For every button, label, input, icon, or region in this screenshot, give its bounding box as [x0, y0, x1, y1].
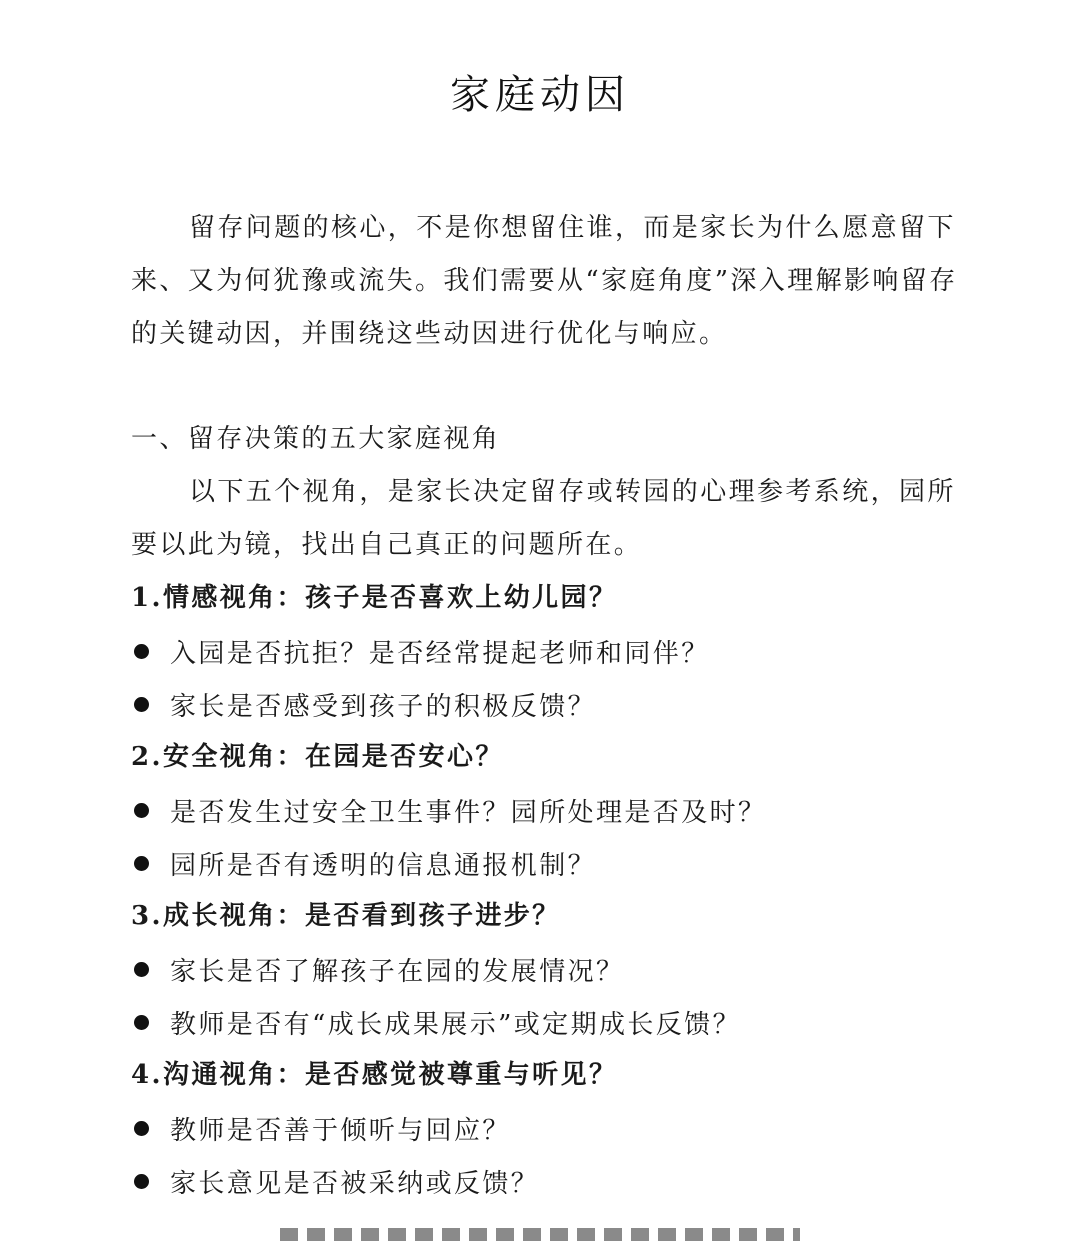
- list-item-text: 家长是否感受到孩子的积极反馈？: [170, 692, 597, 722]
- list-item-text: 家长意见是否被采纳或反馈？: [170, 1169, 540, 1199]
- cut-off-next-line: [280, 1228, 800, 1241]
- list-item-text: 教师是否善于倾听与回应？: [170, 1116, 511, 1146]
- section-heading: 一、留存决策的五大家庭视角: [131, 424, 501, 454]
- bullet-dot-icon: [134, 803, 149, 818]
- perspective-4: [131, 1049, 971, 1208]
- perspective-2: [131, 731, 971, 890]
- list-item: [131, 1102, 971, 1155]
- list-item: [131, 996, 971, 1049]
- bullet-dot-icon: [134, 1015, 149, 1030]
- list-item-text: 园所是否有透明的信息通报机制？: [170, 851, 597, 881]
- list-item: [131, 784, 971, 837]
- list-item-text: 家长是否了解孩子在园的发展情况？: [170, 957, 625, 987]
- perspective-heading: 3.成长视角：是否看到孩子进步？: [131, 901, 561, 931]
- section-perspectives: [131, 413, 971, 1208]
- list-item-text: 是否发生过安全卫生事件？园所处理是否及时？: [170, 798, 767, 828]
- intro-paragraph: 留存问题的核心，不是你想留住谁，而是家长为什么愿意留下来、又为何犹豫或流失。我们需要从“家庭角度”深入理解影响留存的关键动因，并围绕这些动因进行优化与响应。: [131, 213, 958, 349]
- perspective-3: [131, 890, 971, 1049]
- section-lead-paragraph: 以下五个视角，是家长决定留存或转园的心理参考系统，园所要以此为镜，找出自己真正的问题所在。: [131, 477, 956, 560]
- document-title: 家庭动因: [450, 72, 630, 118]
- list-item-text: 入园是否抗拒？是否经常提起老师和同伴？: [170, 639, 710, 669]
- bullet-dot-icon: [134, 962, 149, 977]
- bullet-dot-icon: [134, 644, 149, 659]
- list-item: [131, 943, 971, 996]
- perspective-heading: 4.沟通视角：是否感觉被尊重与听见？: [131, 1060, 618, 1090]
- bullet-dot-icon: [134, 856, 149, 871]
- bullet-dot-icon: [134, 1121, 149, 1136]
- bullet-dot-icon: [134, 1174, 149, 1189]
- perspective-1: [131, 572, 971, 731]
- list-item-text: 教师是否有“成长成果展示”或定期成长反馈？: [170, 1010, 741, 1040]
- perspective-heading: 2.安全视角：在园是否安心？: [131, 742, 504, 772]
- list-item: [131, 625, 971, 678]
- bullet-dot-icon: [134, 697, 149, 712]
- list-item: [131, 837, 971, 890]
- list-item: [131, 1155, 971, 1208]
- perspective-heading: 1.情感视角：孩子是否喜欢上幼儿园？: [131, 583, 618, 613]
- list-item: [131, 678, 971, 731]
